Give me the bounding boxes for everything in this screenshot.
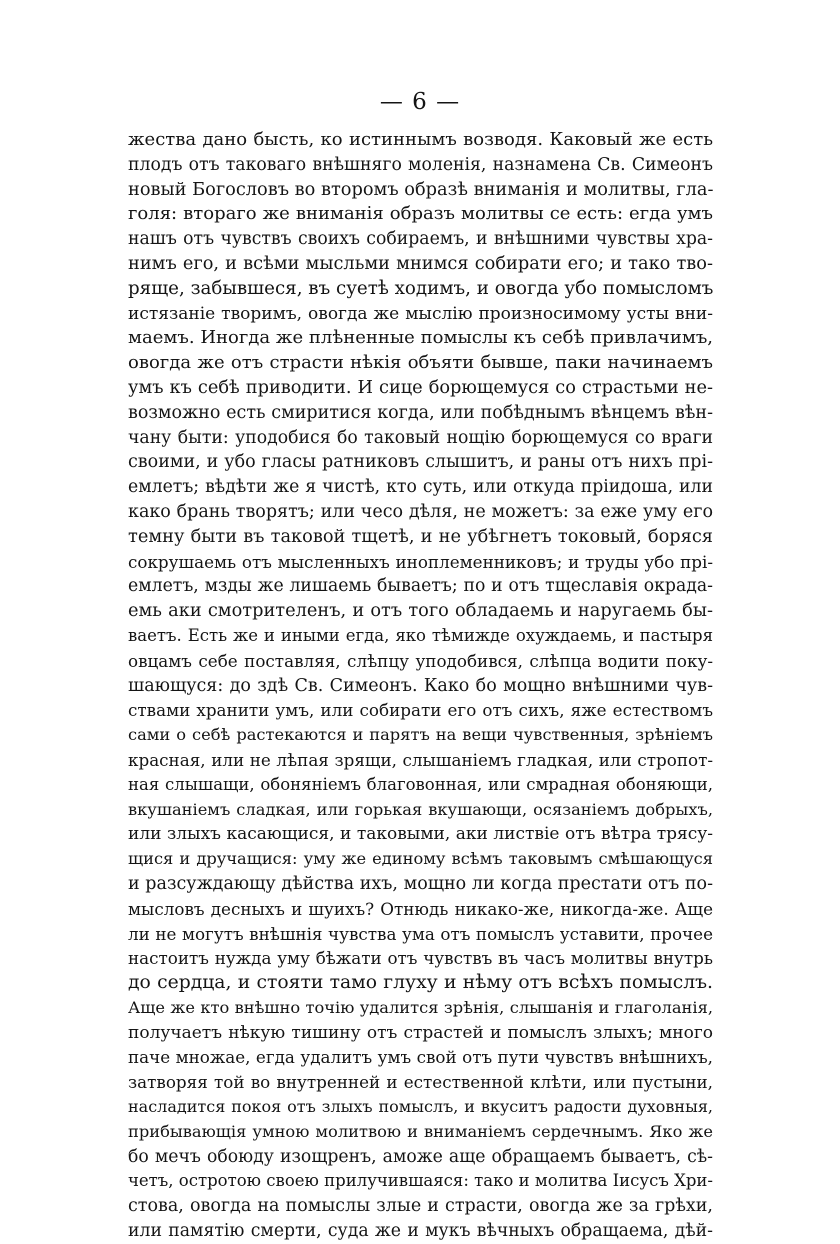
text-line: четъ, остротою своею прилучившаяся: тако и молитва Іисусъ Хри- (128, 1171, 713, 1191)
text-line: ряще, забывшеся, въ суетѣ ходимъ, и овогда убо помысломъ (128, 277, 714, 299)
text-line: жества дано бысть, ко истиннымъ возводя. Каковый же есть (128, 129, 713, 150)
text-line: ли не могутъ внѣшнія чувства ума отъ помыслъ уставити, прочее (128, 923, 713, 944)
text-line: ствами хранити умъ, или собирати его отъ сихъ, яже естествомъ (128, 700, 713, 721)
text-line: насладится покоя отъ злыхъ помыслъ, и вкуситъ радости духовныя, (128, 1097, 713, 1117)
text-line: истязаніе творимъ, овогда же мыслію произносимому усты вни- (128, 303, 713, 324)
text-line: получаетъ нѣкую тишину отъ страстей и помыслъ злыхъ; много (128, 1022, 713, 1043)
text-line: сокрушаемь отъ мысленныхъ иноплеменниковъ; и труды убо прі- (128, 551, 713, 572)
text-line: чану быти: уподобися бо таковый нощію борющемуся со враги (128, 427, 713, 448)
text-line: своими, и убо гласы ратниковъ слышитъ, и раны отъ нихъ прі- (128, 452, 713, 473)
text-line: темну быти въ таковой тщетѣ, и не убѣгнетъ токовый, боряся (128, 526, 713, 547)
text-line: ная слышащи, обоняніемъ благовонная, или смрадная обоняющи, (128, 774, 713, 794)
text-line: бо мечъ обоюду изощренъ, аможе аще обращаемъ бываетъ, сѣ- (128, 1146, 713, 1167)
text-line: затворяя той во внутренней и естественной клѣти, или пустыни, (128, 1072, 713, 1093)
text-line: или злыхъ касающися, и таковыми, аки листвіе отъ вѣтра трясу- (128, 824, 713, 845)
text-line: голя: втораго же вниманія образъ молитвы се есть: егда умъ (128, 203, 713, 225)
text-line: до сердца, и стояти тамо глуху и нѣму отъ всѣхъ помыслъ. (128, 972, 713, 994)
text-line: или памятію смерти, суда же и мукъ вѣчныхъ обращаема, дѣй- (128, 1221, 713, 1242)
text-line: ваетъ. Есть же и иными егда, яко тѣмиждe охуждаемь, и пастыря (128, 625, 713, 645)
text-line: емь аки смотрителенъ, и отъ того обладаемь и наругаемь бы- (128, 601, 713, 622)
text-line: овцамъ себе поставляя, слѣпцу уподобився, слѣпца водити поку- (128, 650, 713, 671)
text-line: и разсуждающу дѣйства ихъ, мощно ли когда престати отъ по- (128, 873, 713, 894)
text-line: вкушаніемъ сладкая, или горькая вкушающи, осязаніемъ добрыхъ, (128, 799, 713, 819)
text-line: мысловъ десныхъ и шуихъ? Отнюдь никако-же, никогда-же. Аще (128, 898, 713, 919)
text-line: паче множае, егда удалитъ умъ свой отъ пути чувствъ внѣшнихъ, (128, 1047, 713, 1068)
text-line: нашъ отъ чувствъ своихъ собираемъ, и внѣшними чувствы хра- (128, 229, 713, 250)
text-line: возможно есть смиритися когда, или побѣднымъ вѣнцемъ вѣн- (128, 402, 713, 423)
text-line: нимъ его, и всѣми мысльми мнимся собирати его; и тако тво- (128, 253, 713, 274)
text-line: настоитъ нужда уму бѣжати отъ чувствъ въ часъ молитвы внутрь (128, 948, 713, 969)
text-line: сами о себѣ растекаются и парятъ на вещи чувственныя, зрѣніемъ (128, 725, 713, 745)
body-text (128, 128, 713, 1244)
page-number: — 6 — (379, 89, 461, 115)
text-line: стова, овогда на помыслы злые и страсти, овогда же за грѣхи, (128, 1196, 713, 1217)
text-line: Аще же кто внѣшно точію удалится зрѣнія, слышанія и глаголанія, (128, 997, 713, 1017)
text-line: емлетъ, мзды же лишаемь бываетъ; по и отъ тщеславія окрада- (128, 576, 713, 597)
text-line: маемъ. Иногда же плѣненные помыслы къ себѣ привлачимъ, (128, 327, 713, 349)
text-line: новый Богословъ во второмъ образѣ вниманія и молитвы, гла- (128, 179, 714, 200)
text-line: умъ къ себѣ приводити. И сице борющемуся со страстьми не- (128, 377, 713, 398)
text-line: щися и дручащися: уму же единому всѣмъ таковымъ смѣшающуся (128, 849, 713, 869)
text-line: како брань творятъ; или чесо дѣля, не можетъ: за еже уму его (128, 501, 713, 522)
text-line: шающуся: до здѣ Св. Симеонъ. Како бо мощно внѣшними чув- (128, 675, 713, 696)
text-line: емлетъ; вѣдѣти же я чистѣ, кто суть, или откуда пріидоша, или (128, 477, 713, 498)
text-line: красная, или не лѣпая зрящи, слышаніемъ гладкая, или стропот- (128, 749, 713, 770)
text-line: овогда же отъ страсти нѣкія объяти бывше, паки начинаемъ (128, 352, 713, 374)
text-line: прибывающія умною молитвою и вниманіемъ сердечнымъ. Яко же (128, 1121, 713, 1141)
text-line: плодъ отъ таковаго внѣшняго моленія, назнамена Св. Симеонъ (128, 154, 713, 175)
